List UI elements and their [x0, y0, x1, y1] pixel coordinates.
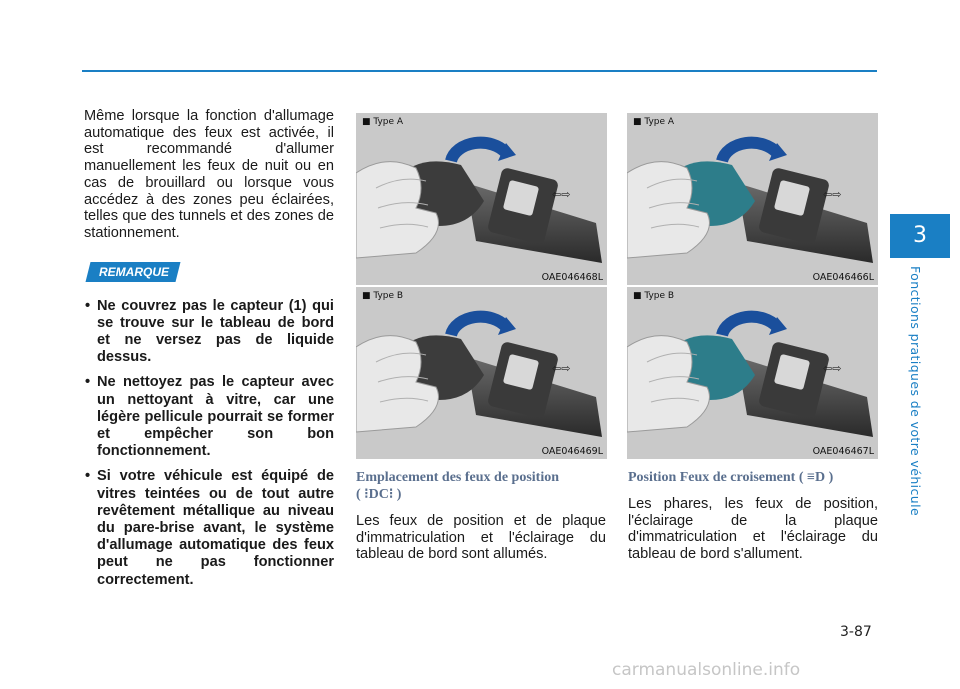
figure-code: OAE046468L	[541, 272, 603, 283]
section-body: Les phares, les feux de position, l'éclairage de la plaque d'immatriculation et l'éclairage du tableau de bord s'allument.	[628, 496, 878, 563]
figure-label: ■ Type B	[362, 291, 404, 301]
low-beam-icon: ( ≡D )	[798, 470, 834, 485]
figure-code: OAE046467L	[812, 446, 874, 457]
section-position-lights	[356, 469, 606, 563]
list-item: • Si votre véhicule est équipé de vitres teintées ou de tout autre revêtement métallique au niveau du pare-brise avant, le système d'allumage automatique des feux peut ne pas fonctionner correctement.	[84, 468, 334, 588]
section-low-beam	[628, 469, 878, 563]
figure-code: OAE046466L	[812, 272, 874, 283]
position-light-icon: ( ⁝DC⁝ )	[356, 487, 402, 502]
section-title: Emplacement des feux de position ( ⁝DC⁝ )	[356, 470, 559, 502]
header-rule	[82, 70, 877, 72]
section-body: Les feux de position et de plaque d'immatriculation et l'éclairage du tableau de bord sont allumés.	[356, 513, 606, 563]
figure-type-a-lowbeam	[627, 113, 878, 285]
list-item: • Ne nettoyez pas le capteur avec un nettoyant à vitre, car une légère pellicule pourrait se former et empêcher son bon fonctionnement.	[84, 374, 334, 460]
intro-paragraph: Même lorsque la fonction d'allumage automatique des feux est activée, il est recommandé d'allumer manuellement les feux de nuit ou en cas de brouillard ou lorsque vous accédez à des zones peu éclairées, telles que des tunnels et des zones de stationnement.	[84, 108, 334, 241]
svg-text:⇦⇨: ⇦⇨	[823, 189, 842, 201]
page-number: 3-87	[840, 624, 872, 640]
list-item: • Ne couvrez pas le capteur (1) qui se trouve sur le tableau de bord et ne versez pas de liquide dessus.	[84, 298, 334, 367]
figure-type-b-lowbeam	[627, 287, 878, 459]
figure-code: OAE046469L	[541, 446, 603, 457]
chapter-tab	[890, 214, 950, 258]
note-badge: REMARQUE	[86, 262, 181, 282]
chapter-title: Fonctions pratiques de votre véhicule	[908, 266, 923, 517]
figure-label: ■ Type A	[633, 117, 675, 127]
svg-text:⇦⇨: ⇦⇨	[552, 189, 571, 201]
svg-text:⇦⇨: ⇦⇨	[552, 363, 571, 375]
watermark: carmanualsonline.info	[612, 660, 801, 680]
figure-label: ■ Type B	[633, 291, 675, 301]
left-column	[84, 108, 334, 597]
figure-type-a-position	[356, 113, 607, 285]
section-title: Position Feux de croisement ( ≡D )	[628, 470, 834, 485]
figure-type-b-position	[356, 287, 607, 459]
svg-text:⇦⇨: ⇦⇨	[823, 363, 842, 375]
note-list	[84, 298, 334, 589]
chapter-number: 3	[913, 223, 927, 248]
figure-label: ■ Type A	[362, 117, 404, 127]
